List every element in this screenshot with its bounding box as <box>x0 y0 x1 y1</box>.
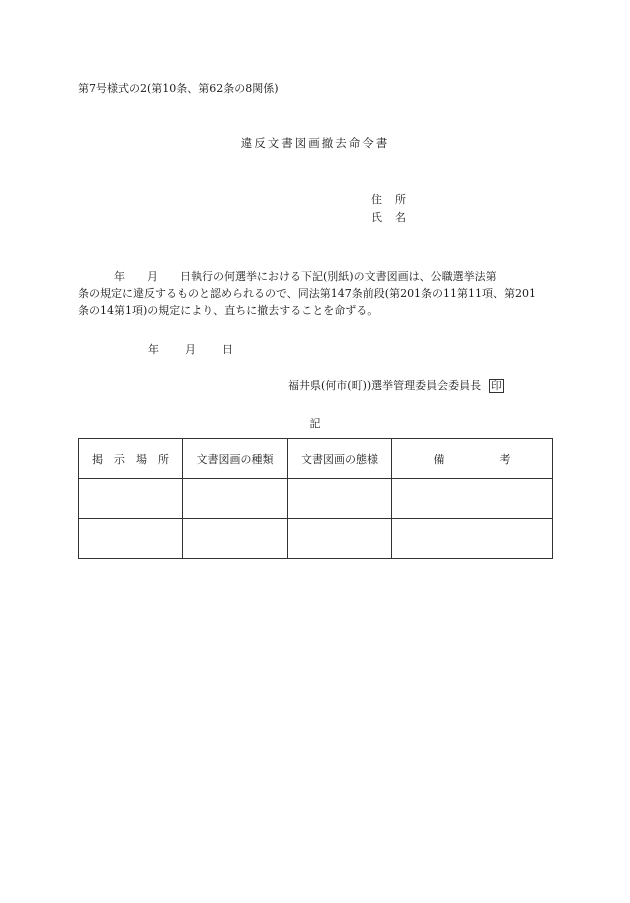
table-header-row <box>79 439 553 479</box>
body-line-3: 条の14第1項)の規定により、直ちに撤去することを命ずる。 <box>78 304 379 317</box>
table-cell[interactable] <box>79 479 183 519</box>
date-day: 日 <box>222 343 233 356</box>
table-cell[interactable] <box>183 519 288 559</box>
form-label: 第7号様式の2(第10条、第62条の8関係) <box>78 82 279 95</box>
seal-mark: 印 <box>491 380 502 392</box>
name-label: 氏 <box>371 211 382 224</box>
address-label-2: 所 <box>395 193 406 206</box>
issuer-line <box>288 379 504 393</box>
header-type: 文書図画の種類 <box>183 439 288 479</box>
table-cell[interactable] <box>392 519 553 559</box>
issuer-name: 福井県(何市(町))選挙管理委員会委員長 <box>288 379 482 392</box>
table-cell[interactable] <box>288 519 392 559</box>
header-location: 掲 示 場 所 <box>79 439 183 479</box>
name-label-2: 名 <box>395 211 406 224</box>
table-row <box>79 519 553 559</box>
table-row <box>79 479 553 519</box>
date-year: 年 <box>148 343 159 356</box>
address-label: 住 <box>371 193 382 206</box>
order-body <box>78 268 558 319</box>
header-remarks: 備 考 <box>392 439 553 479</box>
record-heading: 記 <box>309 417 321 430</box>
record-table <box>78 438 553 559</box>
date-month: 月 <box>185 343 196 356</box>
table-cell[interactable] <box>392 479 553 519</box>
body-line-1: 年 月 日執行の何選挙における下記(別紙)の文書図画は、公職選挙法第 <box>114 270 497 283</box>
document-title: 違反文書図画撤去命令書 <box>240 136 390 150</box>
table-cell[interactable] <box>79 519 183 559</box>
table-cell[interactable] <box>288 479 392 519</box>
table-cell[interactable] <box>183 479 288 519</box>
body-line-2: 条の規定に違反するものと認められるので、同法第147条前段(第201条の11第11項、第201 <box>78 287 537 300</box>
header-form: 文書図画の態様 <box>288 439 392 479</box>
